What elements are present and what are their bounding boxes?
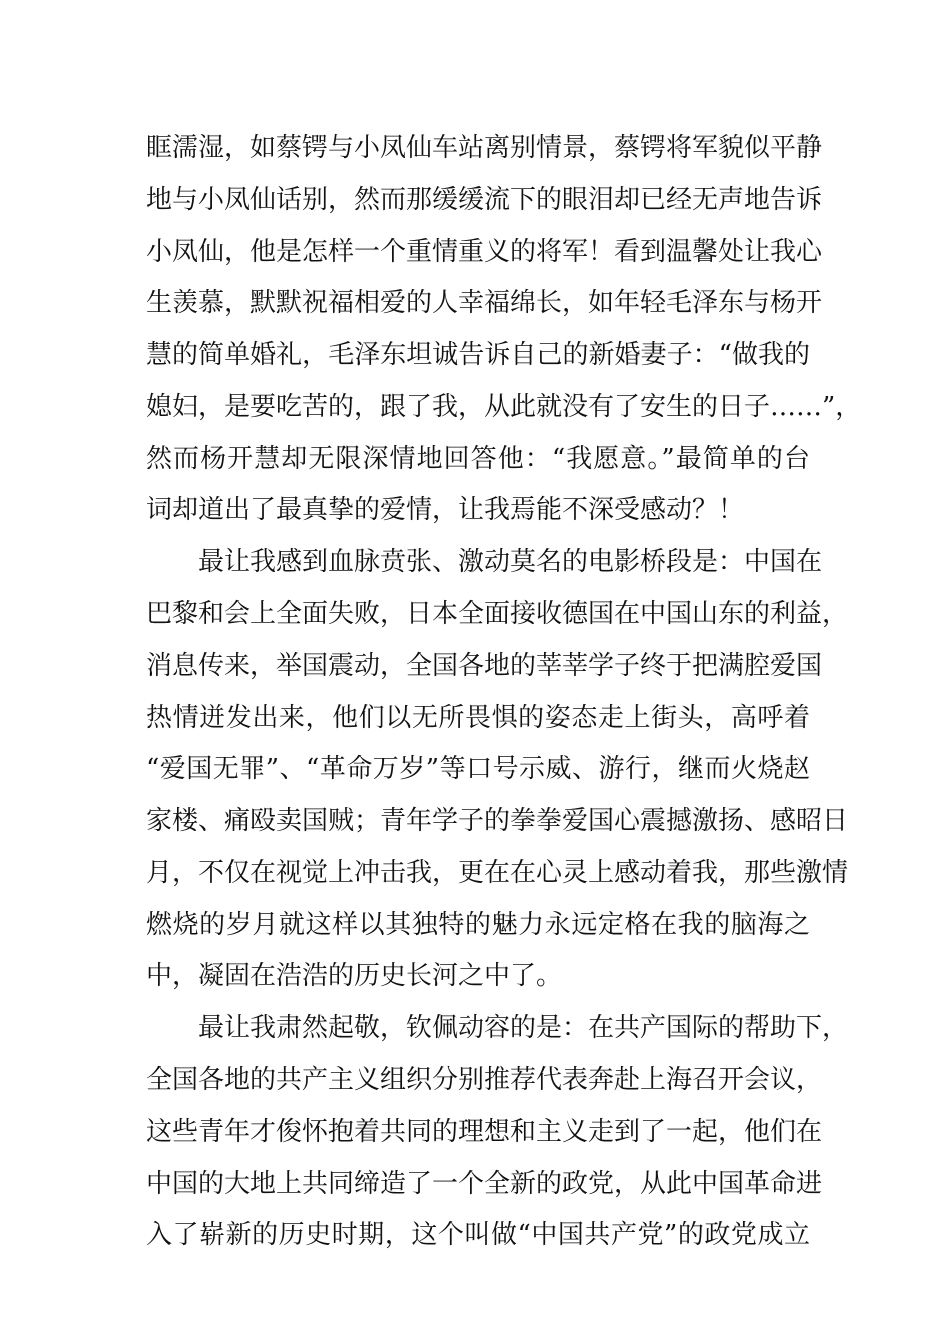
text-line: 这些青年才俊怀抱着共同的理想和主义走到了一起，他们在 bbox=[146, 1117, 823, 1147]
text-line: 中国的大地上共同缔造了一个全新的政党，从此中国革命进 bbox=[146, 1169, 823, 1199]
paragraph-first-line: 最让我感到血脉贲张、激动莫名的电影桥段是：中国在 bbox=[198, 547, 823, 577]
text-line: 入了崭新的历史时期，这个叫做“中国共产党”的政党成立 bbox=[146, 1220, 810, 1250]
text-line: 然而杨开慧却无限深情地回答他：“我愿意。”最简单的台 bbox=[146, 444, 810, 474]
text-line: 消息传来，举国震动，全国各地的莘莘学子终于把满腔爱国 bbox=[146, 651, 823, 681]
text-line: 热情迸发出来，他们以无所畏惧的姿态走上街头，高呼着 bbox=[146, 703, 810, 733]
text-line: 燃烧的岁月就这样以其独特的魅力永远定格在我的脑海之 bbox=[146, 910, 810, 940]
text-line: 小凤仙，他是怎样一个重情重义的将军！看到温馨处让我心 bbox=[146, 237, 823, 267]
text-line: 生羡慕，默默祝福相爱的人幸福绵长，如年轻毛泽东与杨开 bbox=[146, 288, 823, 318]
text-line: 巴黎和会上全面失败，日本全面接收德国在中国山东的利益， bbox=[146, 599, 849, 629]
text-line: 眶濡湿，如蔡锷与小凤仙车站离别情景，蔡锷将军貌似平静 bbox=[146, 133, 823, 163]
text-line: 中，凝固在浩浩的历史长河之中了。 bbox=[146, 961, 563, 991]
text-line: “爱国无罪”、“革命万岁”等口号示威、游行，继而火烧赵 bbox=[146, 754, 810, 784]
text-line: 慧的简单婚礼，毛泽东坦诚告诉自己的新婚妻子：“做我的 bbox=[146, 340, 810, 370]
text-line: 地与小凤仙话别，然而那缓缓流下的眼泪却已经无声地告诉 bbox=[146, 185, 823, 215]
paragraph-first-line: 最让我肃然起敬，钦佩动容的是：在共产国际的帮助下， bbox=[198, 1013, 849, 1043]
text-line: 家楼、痛殴卖国贼；青年学子的拳拳爱国心震撼激扬、感昭日 bbox=[146, 806, 849, 836]
text-line: 媳妇，是要吃苦的，跟了我，从此就没有了安生的日子……”， bbox=[146, 392, 862, 422]
text-line: 月，不仅在视觉上冲击我，更在在心灵上感动着我，那些激情 bbox=[146, 858, 849, 888]
text-line: 全国各地的共产主义组织分别推荐代表奔赴上海召开会议， bbox=[146, 1065, 823, 1095]
text-line: 词却道出了最真挚的爱情，让我焉能不深受感动？！ bbox=[146, 495, 745, 525]
